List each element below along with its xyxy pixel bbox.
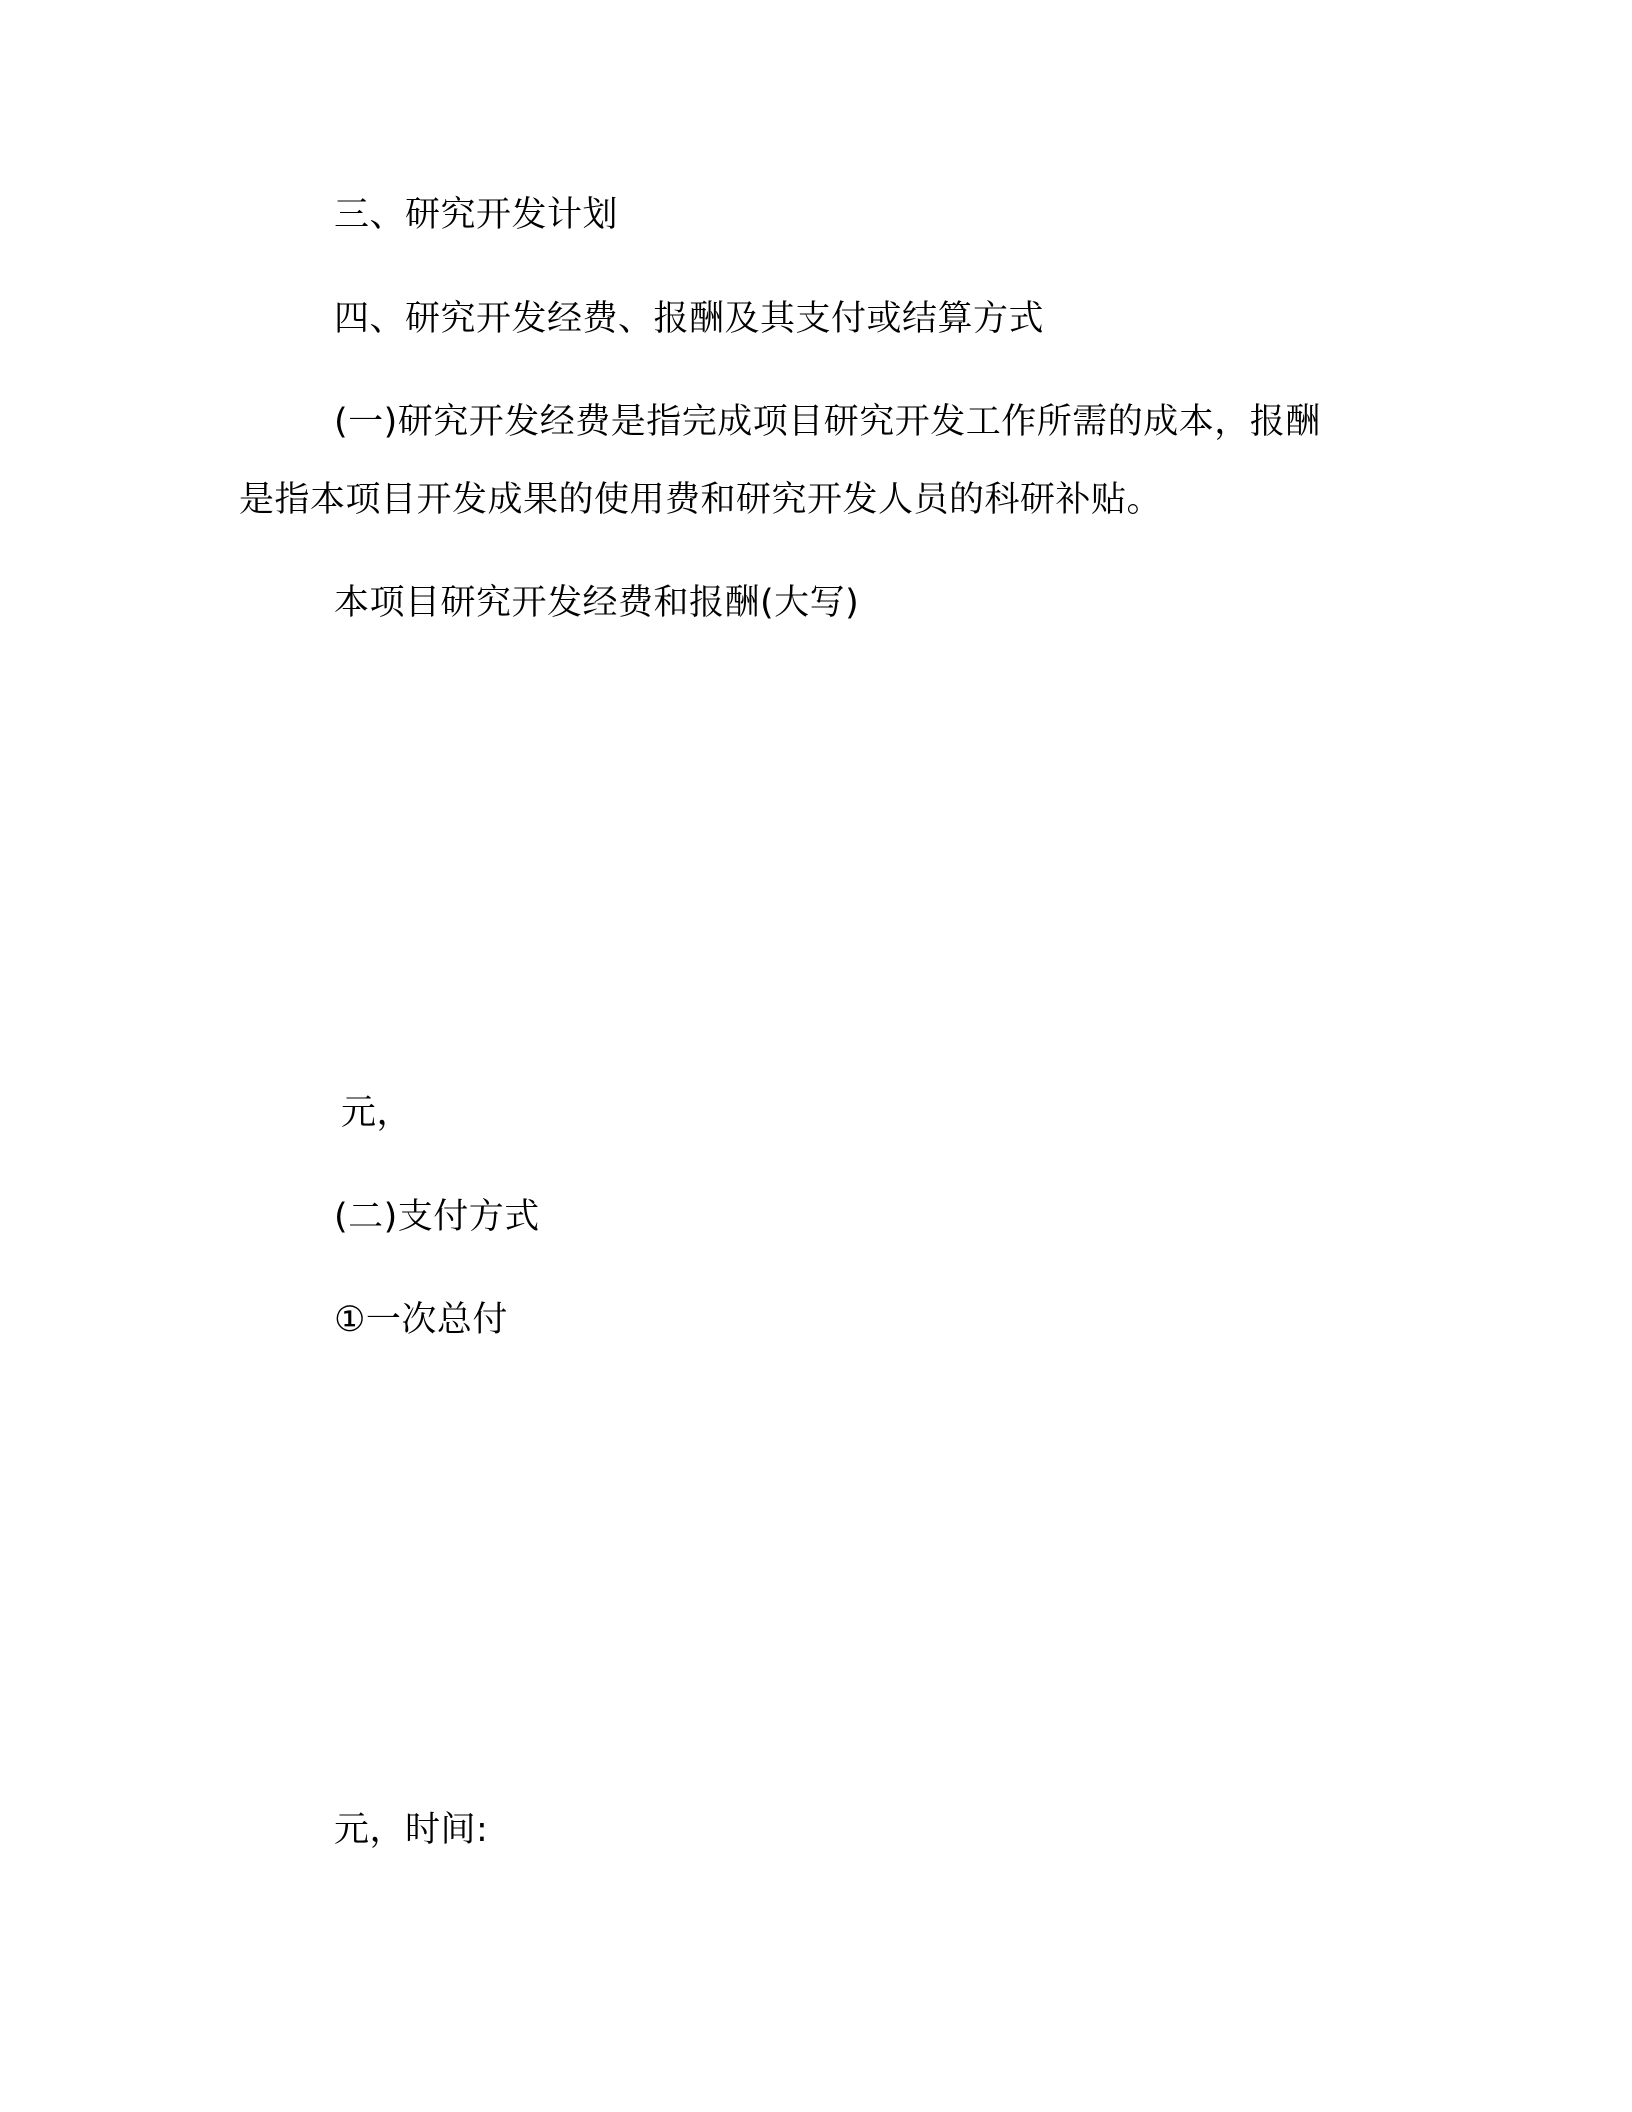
amount-unit-text: 元， [341, 1093, 413, 1133]
paragraph-line: 是指本项目开发成果的使用费和研究开发人员的科研补贴。 [239, 480, 1163, 520]
section-heading-4: 四、研究开发经费、报酬及其支付或结算方式 [334, 299, 1045, 339]
paragraph-line: 本项目研究开发经费和报酬(大写) [334, 583, 860, 623]
payment-method-heading: (二)支付方式 [334, 1197, 540, 1237]
paragraph-line: (一)研究开发经费是指完成项目研究开发工作所需的成本，报酬 [334, 402, 1321, 442]
section-heading-3: 三、研究开发计划 [334, 195, 619, 235]
payment-option-item: ①一次总付 [334, 1300, 508, 1340]
amount-time-text: 元，时间: [334, 1810, 489, 1850]
